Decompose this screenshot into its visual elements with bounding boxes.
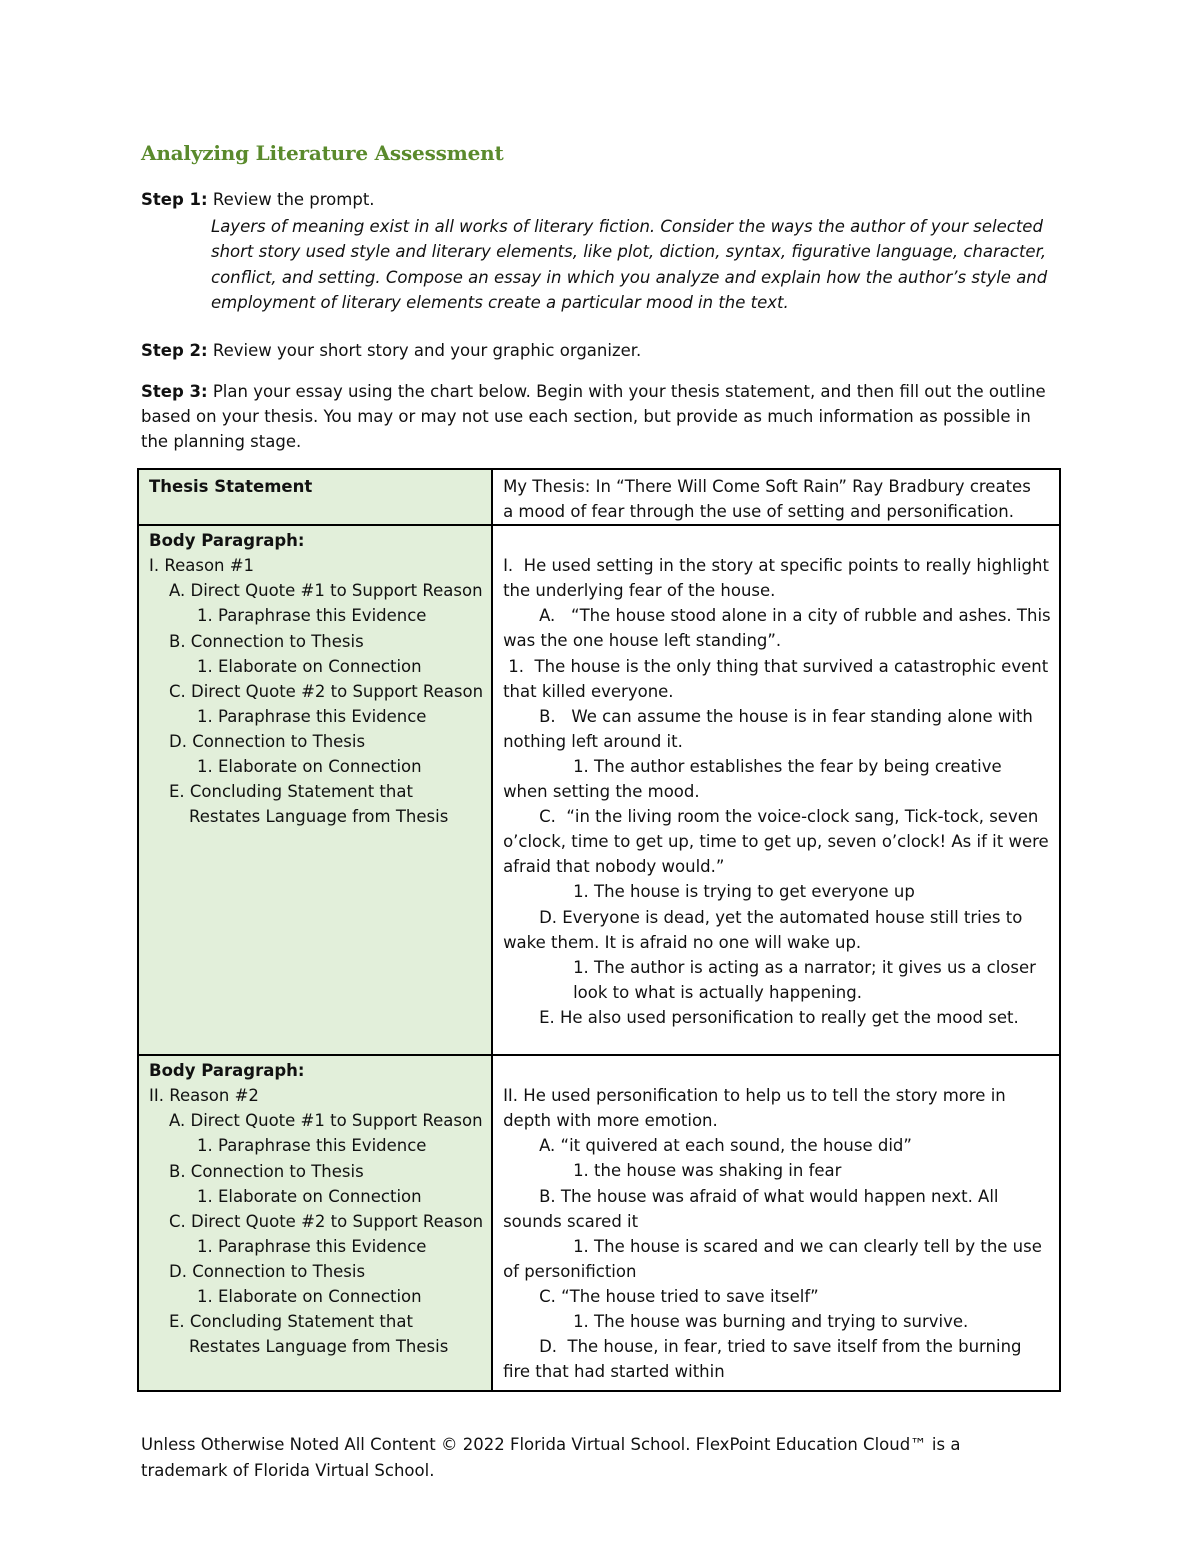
prompt-text: [211, 214, 1061, 315]
prompt-line: Layers of meaning exist in all works of literary fiction. Consider the ways the author of your selected: [211, 217, 1043, 236]
outline-item: B. Connection to Thesis: [169, 1161, 364, 1181]
prompt-line: conflict, and setting. Compose an essay in which you analyze and explain how the author’s style and: [211, 267, 1048, 287]
thesis-line: a mood of fear through the use of setting and personification.: [503, 502, 1014, 522]
footer-line: trademark of Florida Virtual School.: [141, 1461, 435, 1480]
response-line: B. The house was afraid of what would happen next. All: [539, 1186, 999, 1206]
response-line: D. The house, in fear, tried to save itself from the burning: [539, 1337, 1022, 1357]
response-line: 1. the house was shaking in fear: [573, 1161, 842, 1181]
step-1-text: Review the prompt.: [207, 190, 375, 209]
response-line: when setting the mood.: [503, 782, 700, 802]
response-line: depth with more emotion.: [503, 1111, 718, 1131]
outline-item: 1. Paraphrase this Evidence: [197, 706, 427, 726]
thesis-line: My Thesis: In “There Will Come Soft Rain” Ray Bradbury creates: [503, 477, 1031, 496]
response-line: o’clock, time to get up, time to get up, seven o’clock! As if it were: [503, 832, 1049, 852]
response-line: 1. The house is trying to get everyone up: [573, 882, 915, 902]
body-paragraph-2-row: [138, 1055, 1060, 1391]
outline-item: 1. Paraphrase this Evidence: [197, 1136, 427, 1156]
response-line: 1. The author establishes the fear by being creative: [573, 756, 1002, 776]
outline-item: 1. Paraphrase this Evidence: [197, 606, 427, 626]
outline-item: C. Direct Quote #2 to Support Reason: [169, 681, 484, 701]
body-1-outline-cell: [138, 525, 492, 1055]
body-paragraph-heading: Body Paragraph:: [149, 1061, 305, 1081]
step-1: [141, 187, 1061, 212]
response-line: [503, 1058, 1051, 1083]
outline-item: Restates Language from Thesis: [189, 1337, 449, 1357]
response-line: B. We can assume the house is in fear standing alone with: [539, 706, 1033, 726]
response-line: E. He also used personification to really get the mood set.: [539, 1007, 1019, 1027]
outline-item: C. Direct Quote #2 to Support Reason: [169, 1211, 484, 1231]
outline-item: 1. Paraphrase this Evidence: [197, 1236, 427, 1256]
response-line: C. “in the living room the voice-clock sang, Tick-tock, seven: [539, 807, 1039, 827]
body-paragraph-heading: Body Paragraph:: [149, 531, 305, 551]
step-3-label: Step 3:: [141, 382, 208, 401]
response-line: 1. The author is acting as a narrator; it gives us a closer: [573, 957, 1036, 977]
reason-label: II. Reason #2: [149, 1086, 259, 1106]
step-1-label: Step 1:: [141, 190, 208, 209]
outline-item: 1. Elaborate on Connection: [197, 1186, 422, 1206]
response-line: 1. The house was burning and trying to survive.: [573, 1312, 969, 1332]
response-line: A. “it quivered at each sound, the house did”: [539, 1136, 912, 1156]
response-line: [503, 528, 1051, 553]
step-3-line: the planning stage.: [141, 432, 302, 451]
response-line: II. He used personification to help us to tell the story more in: [503, 1086, 1006, 1106]
thesis-content-cell: [492, 469, 1060, 525]
response-line: 1. The house is the only thing that survived a catastrophic event: [503, 656, 1049, 676]
response-line: I. He used setting in the story at specific points to really highlight: [503, 556, 1049, 576]
footer-line: Unless Otherwise Noted All Content © 2022 Florida Virtual School. FlexPoint Education Cloud™ is a: [141, 1435, 961, 1454]
outline-item: D. Connection to Thesis: [169, 1261, 366, 1281]
body-2-outline-cell: [138, 1055, 492, 1391]
body-1-content-cell: [492, 525, 1060, 1055]
body-2-content-cell: [492, 1055, 1060, 1391]
prompt-line: employment of literary elements create a particular mood in the text.: [211, 292, 789, 312]
response-line: D. Everyone is dead, yet the automated house still tries to: [539, 907, 1023, 927]
step-2: [141, 338, 1061, 363]
body-paragraph-1-row: [138, 525, 1060, 1055]
outline-item: D. Connection to Thesis: [169, 731, 366, 751]
copyright-footer: [141, 1432, 1041, 1484]
response-line: was the one house left standing”.: [503, 631, 782, 651]
step-2-label: Step 2:: [141, 341, 208, 360]
outline-item: Restates Language from Thesis: [189, 807, 449, 827]
response-line: of personifiction: [503, 1261, 637, 1281]
outline-item: 1. Elaborate on Connection: [197, 656, 422, 676]
response-line: that killed everyone.: [503, 681, 674, 701]
step-3-line: Plan your essay using the chart below. Begin with your thesis statement, and then fill out the outline: [207, 382, 1046, 401]
response-line: sounds scared it: [503, 1211, 639, 1231]
prompt-line: short story used style and literary elements, like plot, diction, syntax, figurative language, character,: [211, 242, 1047, 262]
thesis-row: [138, 469, 1060, 525]
step-2-text: Review your short story and your graphic organizer.: [207, 341, 642, 360]
outline-item: A. Direct Quote #1 to Support Reason: [169, 1111, 483, 1131]
thesis-label: Thesis Statement: [149, 477, 313, 496]
response-line: the underlying fear of the house.: [503, 581, 776, 601]
thesis-label-cell: [138, 469, 492, 525]
outline-item: E. Concluding Statement that: [169, 1312, 413, 1332]
response-line: fire that had started within: [503, 1362, 725, 1382]
outline-item: 1. Elaborate on Connection: [197, 1287, 422, 1307]
page-title: Analyzing Literature Assessment: [141, 141, 504, 165]
outline-item: E. Concluding Statement that: [169, 782, 413, 802]
response-line: wake them. It is afraid no one will wake up.: [503, 932, 862, 952]
step-3-line: based on your thesis. You may or may not use each section, but provide as much information as possible in: [141, 407, 1031, 426]
response-line: A. “The house stood alone in a city of rubble and ashes. This: [539, 606, 1051, 626]
outline-item: 1. Elaborate on Connection: [197, 757, 422, 777]
response-line: look to what is actually happening.: [573, 982, 862, 1002]
outline-item: B. Connection to Thesis: [169, 631, 364, 651]
response-line: 1. The house is scared and we can clearly tell by the use: [573, 1236, 1042, 1256]
essay-planning-chart: [137, 468, 1061, 1392]
step-3: [141, 379, 1061, 454]
response-line: afraid that nobody would.”: [503, 857, 725, 877]
response-line: C. “The house tried to save itself”: [539, 1286, 819, 1306]
reason-label: I. Reason #1: [149, 556, 255, 576]
response-line: nothing left around it.: [503, 731, 683, 751]
outline-item: A. Direct Quote #1 to Support Reason: [169, 581, 483, 601]
